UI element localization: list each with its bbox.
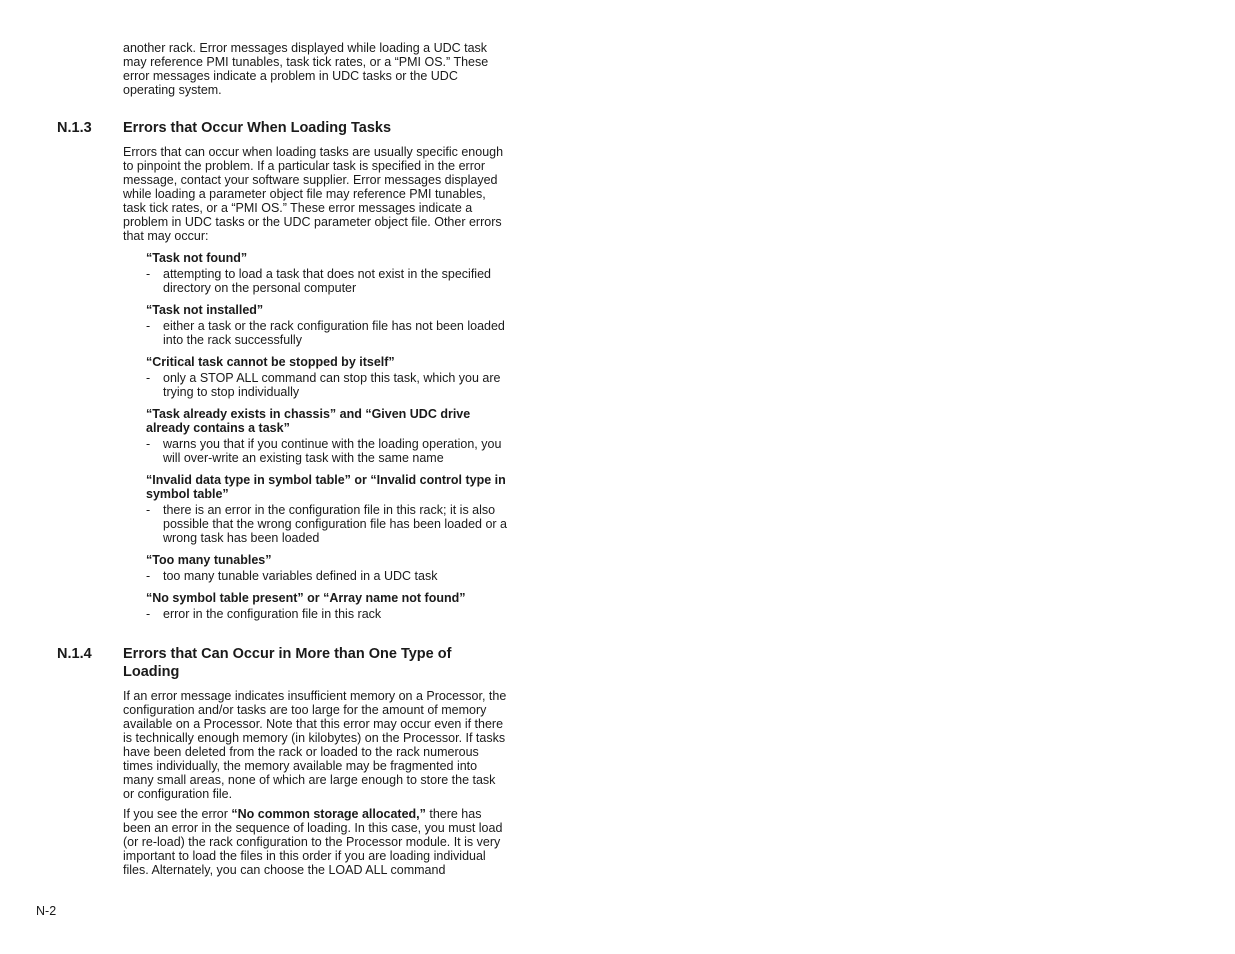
list-dash: -	[146, 569, 151, 583]
section-number-n14: N.1.4	[57, 646, 92, 662]
page-number: N-2	[36, 904, 57, 918]
error-item	[146, 355, 508, 399]
list-dash: -	[146, 503, 151, 517]
error-description	[146, 319, 508, 347]
section-n14-body-2	[123, 807, 508, 877]
list-dash: -	[146, 371, 151, 385]
error-description	[146, 607, 508, 621]
section-title-n13: Errors that Occur When Loading Tasks	[123, 120, 392, 136]
error-title: “No symbol table present” or “Array name not found”	[146, 591, 466, 605]
body-2-suffix: there has been an error in the sequence of loading. In this case, you must load (or re-load) the rack configuration to the Processor module. It is very important to load the files in this order if you are loading individual files. Alternately, you can choose the LOAD ALL command	[123, 807, 503, 877]
section-n13-body: Errors that can occur when loading tasks are usually specific enough to pinpoint the problem. If a particular task is specified in the error message, contact your software supplier. Error messages displayed while loading a parameter object file may reference PMI tunables, task tick rates, or a “PMI OS.” These error messages indicate a problem in UDC tasks or the UDC parameter object file. Other errors that may occur:	[123, 145, 504, 243]
error-description-text: either a task or the rack configuration file has not been loaded into the rack successfully	[163, 319, 505, 347]
error-title: “Task not found”	[146, 251, 248, 265]
error-title: “Task not installed”	[146, 303, 264, 317]
error-title: “Too many tunables”	[146, 553, 272, 567]
error-description-text: warns you that if you continue with the loading operation, you will over-write an existing task with the same name	[163, 437, 502, 465]
section-n14-body-1: If an error message indicates insufficient memory on a Processor, the configuration and/or tasks are too large for the amount of memory available on a Processor. Note that this error may occur even if there is technically enough memory (in kilobytes) on the Processor. If tasks have been deleted from the rack or loaded to the rack numerous times individually, the memory available may be fragmented into many small areas, none of which are large enough to store the task or configuration file.	[123, 689, 507, 801]
error-message-highlight: “No common storage allocated,”	[231, 807, 426, 821]
section-title-n14: Errors that Can Occur in More than One Type of Loading	[123, 646, 452, 680]
list-dash: -	[146, 267, 151, 281]
error-item	[146, 591, 508, 621]
error-title: “Invalid data type in symbol table” or “Invalid control type in symbol table”	[146, 473, 506, 501]
error-item	[146, 473, 508, 545]
list-dash: -	[146, 437, 151, 451]
body-2-prefix: If you see the error	[123, 807, 232, 821]
list-dash: -	[146, 607, 151, 621]
error-description	[146, 371, 508, 399]
error-item	[146, 407, 508, 465]
error-item	[146, 303, 508, 347]
error-item	[146, 553, 508, 583]
error-description-text: too many tunable variables defined in a UDC task	[163, 569, 438, 583]
error-description-text: error in the configuration file in this rack	[163, 607, 382, 621]
error-item	[146, 251, 508, 295]
error-list	[146, 251, 508, 629]
error-title: “Task already exists in chassis” and “Given UDC drive already contains a task”	[146, 407, 471, 435]
section-number-n13: N.1.3	[57, 120, 92, 136]
intro-paragraph: another rack. Error messages displayed while loading a UDC task may reference PMI tunables, task tick rates, or a “PMI OS.” These error messages indicate a problem in UDC tasks or the UDC operating system.	[123, 41, 489, 97]
error-description-text: attempting to load a task that does not exist in the specified directory on the personal computer	[163, 267, 491, 295]
list-dash: -	[146, 319, 151, 333]
error-description	[146, 437, 508, 465]
error-title: “Critical task cannot be stopped by itself”	[146, 355, 395, 369]
error-description	[146, 267, 508, 295]
error-description-text: there is an error in the configuration file in this rack; it is also possible that the wrong configuration file has been loaded or a wrong task has been loaded	[163, 503, 507, 545]
error-description	[146, 503, 508, 545]
error-description	[146, 569, 508, 583]
error-description-text: only a STOP ALL command can stop this task, which you are trying to stop individually	[163, 371, 501, 399]
